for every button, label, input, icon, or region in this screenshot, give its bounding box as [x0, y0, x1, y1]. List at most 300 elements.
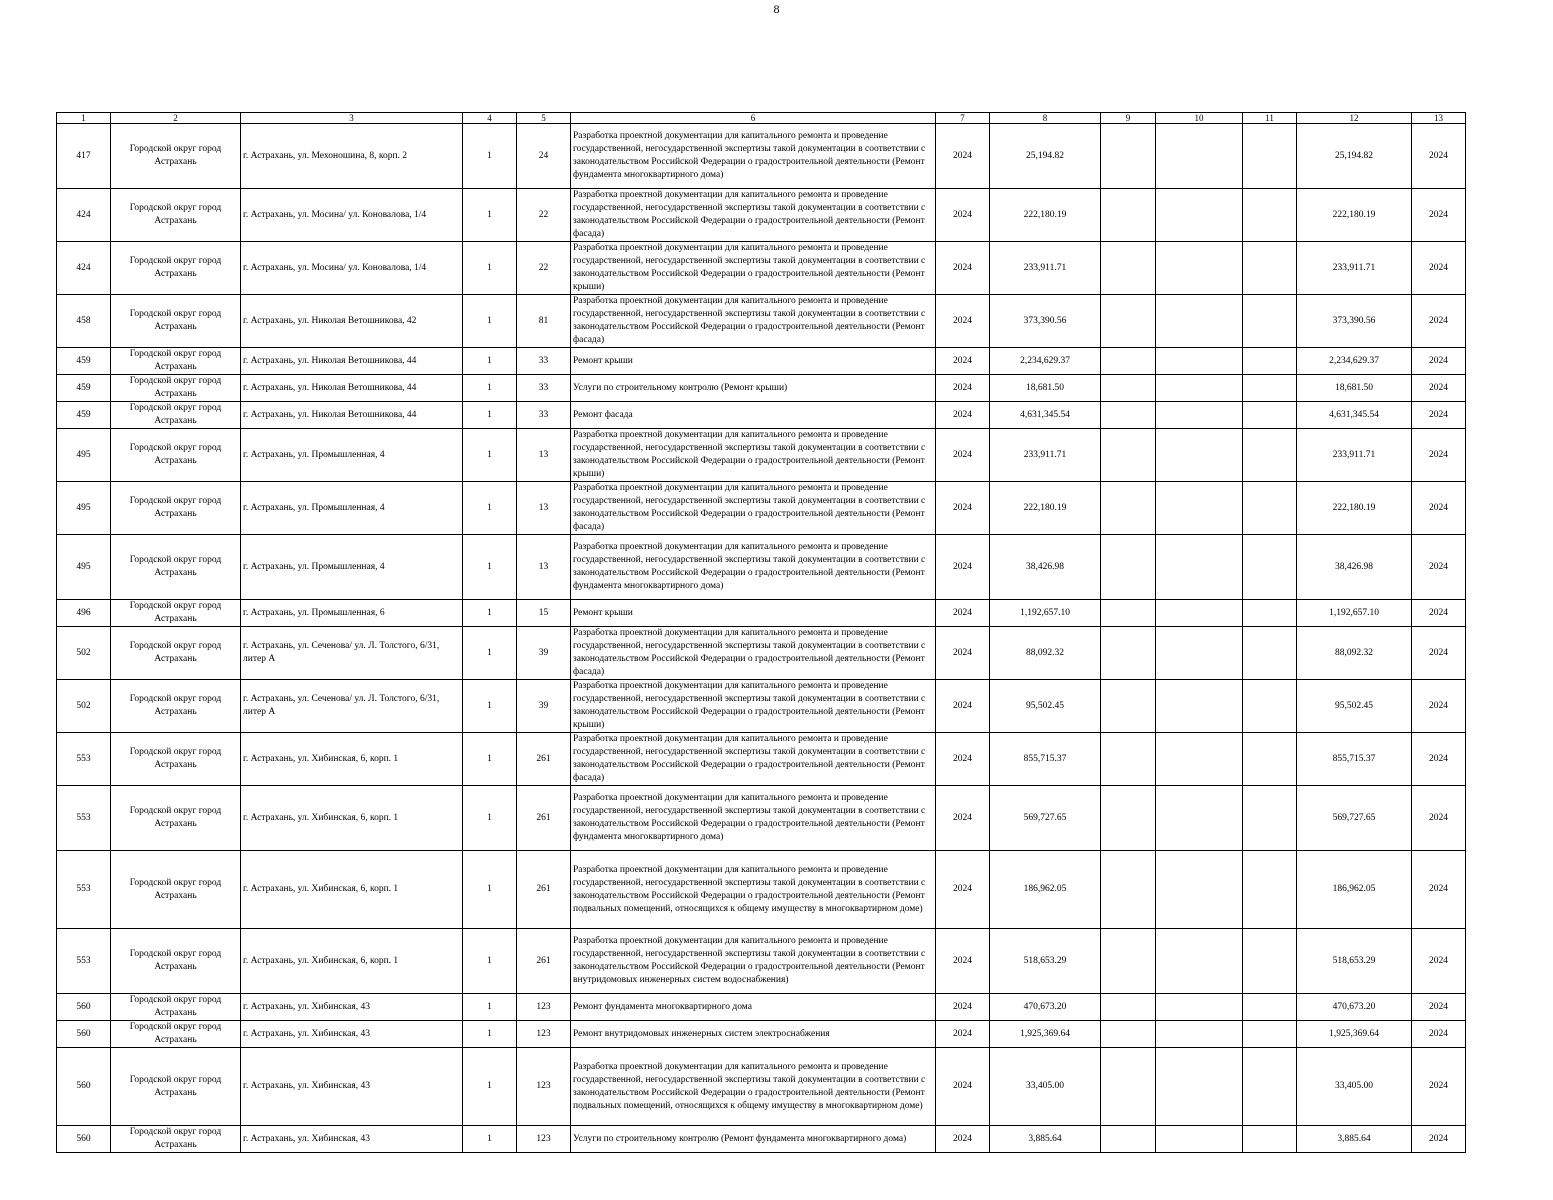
column-10-cell	[1156, 680, 1243, 733]
column-4-cell: 1	[463, 1021, 517, 1048]
column-7-cell: 2024	[936, 1126, 990, 1153]
total-cell: 222,180.19	[1297, 482, 1412, 535]
amount-cell: 3,885.64	[990, 1126, 1101, 1153]
column-11-cell	[1243, 929, 1297, 994]
municipality-cell: Городской округ город Астрахань	[111, 929, 241, 994]
column-10-cell	[1156, 429, 1243, 482]
amount-cell: 373,390.56	[990, 295, 1101, 348]
column-7-cell: 2024	[936, 1048, 990, 1126]
column-7-cell: 2024	[936, 348, 990, 375]
column-7-cell: 2024	[936, 600, 990, 627]
column-4-cell: 1	[463, 124, 517, 189]
row-number-cell: 495	[57, 482, 111, 535]
column-5-cell: 24	[517, 124, 571, 189]
column-11-cell	[1243, 482, 1297, 535]
total-cell: 3,885.64	[1297, 1126, 1412, 1153]
address-cell: г. Астрахань, ул. Хибинская, 6, корп. 1	[241, 929, 463, 994]
column-7-cell: 2024	[936, 482, 990, 535]
table-row	[57, 680, 1466, 733]
address-cell: г. Астрахань, ул. Николая Ветошникова, 44	[241, 402, 463, 429]
row-number-cell: 424	[57, 189, 111, 242]
table-row	[57, 402, 1466, 429]
column-header: 9	[1101, 113, 1156, 124]
column-7-cell: 2024	[936, 786, 990, 851]
column-9-cell	[1101, 189, 1156, 242]
address-cell: г. Астрахань, ул. Хибинская, 43	[241, 1021, 463, 1048]
column-7-cell: 2024	[936, 994, 990, 1021]
total-cell: 1,192,657.10	[1297, 600, 1412, 627]
year-cell: 2024	[1412, 600, 1466, 627]
table-row	[57, 482, 1466, 535]
column-10-cell	[1156, 929, 1243, 994]
column-7-cell: 2024	[936, 733, 990, 786]
column-11-cell	[1243, 1021, 1297, 1048]
column-7-cell: 2024	[936, 295, 990, 348]
year-cell: 2024	[1412, 482, 1466, 535]
column-7-cell: 2024	[936, 375, 990, 402]
column-5-cell: 33	[517, 375, 571, 402]
year-cell: 2024	[1412, 535, 1466, 600]
column-11-cell	[1243, 627, 1297, 680]
column-5-cell: 22	[517, 242, 571, 295]
column-7-cell: 2024	[936, 535, 990, 600]
amount-cell: 1,925,369.64	[990, 1021, 1101, 1048]
total-cell: 2,234,629.37	[1297, 348, 1412, 375]
work-description-cell: Разработка проектной документации для капитального ремонта и проведение государственной, негосударственной экспертизы такой документации в соответствии с законодательством Российской Федерации о градостроительной деятельности (Ремонт фасада)	[571, 482, 936, 535]
table-row	[57, 429, 1466, 482]
column-9-cell	[1101, 851, 1156, 929]
total-cell: 25,194.82	[1297, 124, 1412, 189]
table-row	[57, 1048, 1466, 1126]
table-row	[57, 994, 1466, 1021]
column-4-cell: 1	[463, 429, 517, 482]
column-5-cell: 33	[517, 348, 571, 375]
address-cell: г. Астрахань, ул. Хибинская, 6, корп. 1	[241, 786, 463, 851]
address-cell: г. Астрахань, ул. Промышленная, 4	[241, 482, 463, 535]
municipality-cell: Городской округ город Астрахань	[111, 348, 241, 375]
table-row	[57, 786, 1466, 851]
column-5-cell: 15	[517, 600, 571, 627]
row-number-cell: 560	[57, 1021, 111, 1048]
address-cell: г. Астрахань, ул. Хибинская, 6, корп. 1	[241, 851, 463, 929]
year-cell: 2024	[1412, 295, 1466, 348]
row-number-cell: 553	[57, 929, 111, 994]
amount-cell: 25,194.82	[990, 124, 1101, 189]
column-4-cell: 1	[463, 189, 517, 242]
column-11-cell	[1243, 295, 1297, 348]
work-description-cell: Разработка проектной документации для капитального ремонта и проведение государственной, негосударственной экспертизы такой документации в соответствии с законодательством Российской Федерации о градостроительной деятельности (Ремонт фундамента многоквартирного дома)	[571, 124, 936, 189]
column-11-cell	[1243, 429, 1297, 482]
column-5-cell: 33	[517, 402, 571, 429]
amount-cell: 222,180.19	[990, 482, 1101, 535]
column-5-cell: 39	[517, 680, 571, 733]
year-cell: 2024	[1412, 1048, 1466, 1126]
table-row	[57, 929, 1466, 994]
row-number-cell: 459	[57, 375, 111, 402]
work-description-cell: Разработка проектной документации для капитального ремонта и проведение государственной, негосударственной экспертизы такой документации в соответствии с законодательством Российской Федерации о градостроительной деятельности (Ремонт подвальных помещений, относящихся к общему имуществу в многоквартирном доме)	[571, 851, 936, 929]
total-cell: 518,653.29	[1297, 929, 1412, 994]
year-cell: 2024	[1412, 929, 1466, 994]
page-number: 8	[773, 2, 780, 16]
column-11-cell	[1243, 189, 1297, 242]
column-11-cell	[1243, 1126, 1297, 1153]
column-10-cell	[1156, 994, 1243, 1021]
address-cell: г. Астрахань, ул. Хибинская, 43	[241, 994, 463, 1021]
row-number-cell: 495	[57, 429, 111, 482]
amount-cell: 470,673.20	[990, 994, 1101, 1021]
total-cell: 38,426.98	[1297, 535, 1412, 600]
column-5-cell: 261	[517, 786, 571, 851]
table-row	[57, 242, 1466, 295]
column-11-cell	[1243, 375, 1297, 402]
total-cell: 18,681.50	[1297, 375, 1412, 402]
column-5-cell: 81	[517, 295, 571, 348]
address-cell: г. Астрахань, ул. Мехоношина, 8, корп. 2	[241, 124, 463, 189]
year-cell: 2024	[1412, 627, 1466, 680]
municipality-cell: Городской округ город Астрахань	[111, 295, 241, 348]
municipality-cell: Городской округ город Астрахань	[111, 680, 241, 733]
amount-cell: 38,426.98	[990, 535, 1101, 600]
column-5-cell: 123	[517, 994, 571, 1021]
column-4-cell: 1	[463, 786, 517, 851]
address-cell: г. Астрахань, ул. Сеченова/ ул. Л. Толстого, 6/31, литер А	[241, 627, 463, 680]
column-4-cell: 1	[463, 1126, 517, 1153]
column-header: 12	[1297, 113, 1412, 124]
municipality-cell: Городской округ город Астрахань	[111, 189, 241, 242]
column-7-cell: 2024	[936, 242, 990, 295]
total-cell: 88,092.32	[1297, 627, 1412, 680]
column-4-cell: 1	[463, 295, 517, 348]
amount-cell: 186,962.05	[990, 851, 1101, 929]
amount-cell: 33,405.00	[990, 1048, 1101, 1126]
address-cell: г. Астрахань, ул. Мосина/ ул. Коновалова, 1/4	[241, 242, 463, 295]
column-5-cell: 261	[517, 851, 571, 929]
table-row	[57, 295, 1466, 348]
column-number-row	[57, 113, 1466, 124]
column-11-cell	[1243, 994, 1297, 1021]
column-7-cell: 2024	[936, 124, 990, 189]
column-9-cell	[1101, 680, 1156, 733]
column-9-cell	[1101, 375, 1156, 402]
column-9-cell	[1101, 242, 1156, 295]
row-number-cell: 458	[57, 295, 111, 348]
address-cell: г. Астрахань, ул. Промышленная, 4	[241, 429, 463, 482]
year-cell: 2024	[1412, 429, 1466, 482]
row-number-cell: 496	[57, 600, 111, 627]
work-description-cell: Услуги по строительному контролю (Ремонт фундамента многоквартирного дома)	[571, 1126, 936, 1153]
total-cell: 373,390.56	[1297, 295, 1412, 348]
row-number-cell: 553	[57, 733, 111, 786]
column-11-cell	[1243, 733, 1297, 786]
work-description-cell: Разработка проектной документации для капитального ремонта и проведение государственной, негосударственной экспертизы такой документации в соответствии с законодательством Российской Федерации о градостроительной деятельности (Ремонт крыши)	[571, 680, 936, 733]
column-9-cell	[1101, 600, 1156, 627]
column-9-cell	[1101, 733, 1156, 786]
column-5-cell: 123	[517, 1126, 571, 1153]
amount-cell: 4,631,345.54	[990, 402, 1101, 429]
total-cell: 233,911.71	[1297, 242, 1412, 295]
work-description-cell: Ремонт внутридомовых инженерных систем электроснабжения	[571, 1021, 936, 1048]
year-cell: 2024	[1412, 1126, 1466, 1153]
column-4-cell: 1	[463, 627, 517, 680]
column-10-cell	[1156, 1048, 1243, 1126]
column-9-cell	[1101, 627, 1156, 680]
work-description-cell: Разработка проектной документации для капитального ремонта и проведение государственной, негосударственной экспертизы такой документации в соответствии с законодательством Российской Федерации о градостроительной деятельности (Ремонт крыши)	[571, 242, 936, 295]
address-cell: г. Астрахань, ул. Николая Ветошникова, 44	[241, 348, 463, 375]
table-row	[57, 851, 1466, 929]
column-9-cell	[1101, 1126, 1156, 1153]
column-header: 6	[571, 113, 936, 124]
column-7-cell: 2024	[936, 189, 990, 242]
column-5-cell: 13	[517, 535, 571, 600]
address-cell: г. Астрахань, ул. Хибинская, 43	[241, 1126, 463, 1153]
municipality-cell: Городской округ город Астрахань	[111, 851, 241, 929]
year-cell: 2024	[1412, 680, 1466, 733]
municipality-cell: Городской округ город Астрахань	[111, 482, 241, 535]
row-number-cell: 560	[57, 994, 111, 1021]
capital-repair-table	[56, 112, 1466, 1153]
column-10-cell	[1156, 851, 1243, 929]
year-cell: 2024	[1412, 851, 1466, 929]
column-7-cell: 2024	[936, 429, 990, 482]
municipality-cell: Городской округ город Астрахань	[111, 1126, 241, 1153]
address-cell: г. Астрахань, ул. Мосина/ ул. Коновалова, 1/4	[241, 189, 463, 242]
column-7-cell: 2024	[936, 851, 990, 929]
municipality-cell: Городской округ город Астрахань	[111, 786, 241, 851]
column-11-cell	[1243, 535, 1297, 600]
column-5-cell: 13	[517, 482, 571, 535]
amount-cell: 233,911.71	[990, 429, 1101, 482]
amount-cell: 2,234,629.37	[990, 348, 1101, 375]
municipality-cell: Городской округ город Астрахань	[111, 535, 241, 600]
column-header: 7	[936, 113, 990, 124]
work-description-cell: Разработка проектной документации для капитального ремонта и проведение государственной, негосударственной экспертизы такой документации в соответствии с законодательством Российской Федерации о градостроительной деятельности (Ремонт подвальных помещений, относящихся к общему имуществу в многоквартирном доме)	[571, 1048, 936, 1126]
year-cell: 2024	[1412, 1021, 1466, 1048]
total-cell: 233,911.71	[1297, 429, 1412, 482]
work-description-cell: Разработка проектной документации для капитального ремонта и проведение государственной, негосударственной экспертизы такой документации в соответствии с законодательством Российской Федерации о градостроительной деятельности (Ремонт фасада)	[571, 627, 936, 680]
column-5-cell: 22	[517, 189, 571, 242]
column-10-cell	[1156, 124, 1243, 189]
address-cell: г. Астрахань, ул. Хибинская, 6, корп. 1	[241, 733, 463, 786]
address-cell: г. Астрахань, ул. Николая Ветошникова, 44	[241, 375, 463, 402]
address-cell: г. Астрахань, ул. Хибинская, 43	[241, 1048, 463, 1126]
column-4-cell: 1	[463, 348, 517, 375]
amount-cell: 569,727.65	[990, 786, 1101, 851]
amount-cell: 88,092.32	[990, 627, 1101, 680]
row-number-cell: 459	[57, 348, 111, 375]
column-4-cell: 1	[463, 535, 517, 600]
address-cell: г. Астрахань, ул. Сеченова/ ул. Л. Толстого, 6/31, литер А	[241, 680, 463, 733]
column-7-cell: 2024	[936, 1021, 990, 1048]
column-10-cell	[1156, 535, 1243, 600]
municipality-cell: Городской округ город Астрахань	[111, 402, 241, 429]
municipality-cell: Городской округ город Астрахань	[111, 627, 241, 680]
column-4-cell: 1	[463, 375, 517, 402]
table-row	[57, 733, 1466, 786]
column-9-cell	[1101, 295, 1156, 348]
amount-cell: 95,502.45	[990, 680, 1101, 733]
table-row	[57, 124, 1466, 189]
work-description-cell: Разработка проектной документации для капитального ремонта и проведение государственной, негосударственной экспертизы такой документации в соответствии с законодательством Российской Федерации о градостроительной деятельности (Ремонт фасада)	[571, 733, 936, 786]
column-10-cell	[1156, 482, 1243, 535]
year-cell: 2024	[1412, 242, 1466, 295]
amount-cell: 222,180.19	[990, 189, 1101, 242]
column-10-cell	[1156, 1021, 1243, 1048]
column-11-cell	[1243, 786, 1297, 851]
column-11-cell	[1243, 851, 1297, 929]
year-cell: 2024	[1412, 348, 1466, 375]
municipality-cell: Городской округ город Астрахань	[111, 124, 241, 189]
column-header: 11	[1243, 113, 1297, 124]
column-7-cell: 2024	[936, 680, 990, 733]
column-9-cell	[1101, 1048, 1156, 1126]
total-cell: 222,180.19	[1297, 189, 1412, 242]
table-row	[57, 1021, 1466, 1048]
row-number-cell: 502	[57, 680, 111, 733]
column-7-cell: 2024	[936, 402, 990, 429]
year-cell: 2024	[1412, 994, 1466, 1021]
municipality-cell: Городской округ город Астрахань	[111, 375, 241, 402]
column-4-cell: 1	[463, 733, 517, 786]
column-11-cell	[1243, 124, 1297, 189]
table-row	[57, 189, 1466, 242]
column-5-cell: 261	[517, 733, 571, 786]
column-10-cell	[1156, 786, 1243, 851]
municipality-cell: Городской округ город Астрахань	[111, 242, 241, 295]
table-row	[57, 627, 1466, 680]
column-10-cell	[1156, 375, 1243, 402]
table-row	[57, 600, 1466, 627]
column-5-cell: 39	[517, 627, 571, 680]
municipality-cell: Городской округ город Астрахань	[111, 429, 241, 482]
row-number-cell: 560	[57, 1048, 111, 1126]
column-4-cell: 1	[463, 1048, 517, 1126]
column-4-cell: 1	[463, 994, 517, 1021]
column-10-cell	[1156, 1126, 1243, 1153]
column-11-cell	[1243, 242, 1297, 295]
table-row	[57, 535, 1466, 600]
year-cell: 2024	[1412, 733, 1466, 786]
total-cell: 470,673.20	[1297, 994, 1412, 1021]
total-cell: 1,925,369.64	[1297, 1021, 1412, 1048]
column-11-cell	[1243, 348, 1297, 375]
column-9-cell	[1101, 124, 1156, 189]
column-4-cell: 1	[463, 600, 517, 627]
column-11-cell	[1243, 1048, 1297, 1126]
work-description-cell: Услуги по строительному контролю (Ремонт крыши)	[571, 375, 936, 402]
municipality-cell: Городской округ город Астрахань	[111, 1021, 241, 1048]
work-description-cell: Разработка проектной документации для капитального ремонта и проведение государственной, негосударственной экспертизы такой документации в соответствии с законодательством Российской Федерации о градостроительной деятельности (Ремонт крыши)	[571, 429, 936, 482]
column-10-cell	[1156, 733, 1243, 786]
column-5-cell: 123	[517, 1021, 571, 1048]
column-4-cell: 1	[463, 851, 517, 929]
table-row	[57, 348, 1466, 375]
municipality-cell: Городской округ город Астрахань	[111, 733, 241, 786]
work-description-cell: Ремонт крыши	[571, 600, 936, 627]
column-9-cell	[1101, 994, 1156, 1021]
address-cell: г. Астрахань, ул. Николая Ветошникова, 42	[241, 295, 463, 348]
row-number-cell: 495	[57, 535, 111, 600]
work-description-cell: Ремонт фундамента многоквартирного дома	[571, 994, 936, 1021]
column-10-cell	[1156, 242, 1243, 295]
column-10-cell	[1156, 295, 1243, 348]
column-11-cell	[1243, 600, 1297, 627]
column-10-cell	[1156, 402, 1243, 429]
table-row	[57, 1126, 1466, 1153]
column-9-cell	[1101, 786, 1156, 851]
total-cell: 855,715.37	[1297, 733, 1412, 786]
column-header: 3	[241, 113, 463, 124]
column-5-cell: 13	[517, 429, 571, 482]
work-description-cell: Разработка проектной документации для капитального ремонта и проведение государственной, негосударственной экспертизы такой документации в соответствии с законодательством Российской Федерации о градостроительной деятельности (Ремонт фундамента многоквартирного дома)	[571, 535, 936, 600]
address-cell: г. Астрахань, ул. Промышленная, 4	[241, 535, 463, 600]
municipality-cell: Городской округ город Астрахань	[111, 600, 241, 627]
column-4-cell: 1	[463, 929, 517, 994]
work-description-cell: Разработка проектной документации для капитального ремонта и проведение государственной, негосударственной экспертизы такой документации в соответствии с законодательством Российской Федерации о градостроительной деятельности (Ремонт фундамента многоквартирного дома)	[571, 786, 936, 851]
total-cell: 4,631,345.54	[1297, 402, 1412, 429]
table-row	[57, 375, 1466, 402]
row-number-cell: 553	[57, 851, 111, 929]
column-9-cell	[1101, 402, 1156, 429]
column-5-cell: 123	[517, 1048, 571, 1126]
column-7-cell: 2024	[936, 627, 990, 680]
address-cell: г. Астрахань, ул. Промышленная, 6	[241, 600, 463, 627]
column-10-cell	[1156, 189, 1243, 242]
row-number-cell: 417	[57, 124, 111, 189]
column-header: 1	[57, 113, 111, 124]
year-cell: 2024	[1412, 402, 1466, 429]
column-header: 13	[1412, 113, 1466, 124]
column-4-cell: 1	[463, 402, 517, 429]
year-cell: 2024	[1412, 786, 1466, 851]
year-cell: 2024	[1412, 124, 1466, 189]
column-header: 10	[1156, 113, 1243, 124]
column-header: 4	[463, 113, 517, 124]
column-4-cell: 1	[463, 482, 517, 535]
municipality-cell: Городской округ город Астрахань	[111, 994, 241, 1021]
amount-cell: 233,911.71	[990, 242, 1101, 295]
work-description-cell: Ремонт фасада	[571, 402, 936, 429]
column-10-cell	[1156, 627, 1243, 680]
column-4-cell: 1	[463, 242, 517, 295]
row-number-cell: 502	[57, 627, 111, 680]
column-7-cell: 2024	[936, 929, 990, 994]
column-9-cell	[1101, 348, 1156, 375]
municipality-cell: Городской округ город Астрахань	[111, 1048, 241, 1126]
column-header: 2	[111, 113, 241, 124]
row-number-cell: 424	[57, 242, 111, 295]
year-cell: 2024	[1412, 375, 1466, 402]
column-header: 5	[517, 113, 571, 124]
row-number-cell: 459	[57, 402, 111, 429]
total-cell: 95,502.45	[1297, 680, 1412, 733]
total-cell: 569,727.65	[1297, 786, 1412, 851]
total-cell: 33,405.00	[1297, 1048, 1412, 1126]
year-cell: 2024	[1412, 189, 1466, 242]
amount-cell: 855,715.37	[990, 733, 1101, 786]
work-description-cell: Разработка проектной документации для капитального ремонта и проведение государственной, негосударственной экспертизы такой документации в соответствии с законодательством Российской Федерации о градостроительной деятельности (Ремонт фасада)	[571, 295, 936, 348]
column-9-cell	[1101, 1021, 1156, 1048]
column-4-cell: 1	[463, 680, 517, 733]
column-9-cell	[1101, 482, 1156, 535]
column-10-cell	[1156, 348, 1243, 375]
column-9-cell	[1101, 929, 1156, 994]
row-number-cell: 560	[57, 1126, 111, 1153]
total-cell: 186,962.05	[1297, 851, 1412, 929]
work-description-cell: Ремонт крыши	[571, 348, 936, 375]
work-description-cell: Разработка проектной документации для капитального ремонта и проведение государственной, негосударственной экспертизы такой документации в соответствии с законодательством Российской Федерации о градостроительной деятельности (Ремонт внутридомовых инженерных систем водоснабжения)	[571, 929, 936, 994]
column-header: 8	[990, 113, 1101, 124]
column-11-cell	[1243, 402, 1297, 429]
